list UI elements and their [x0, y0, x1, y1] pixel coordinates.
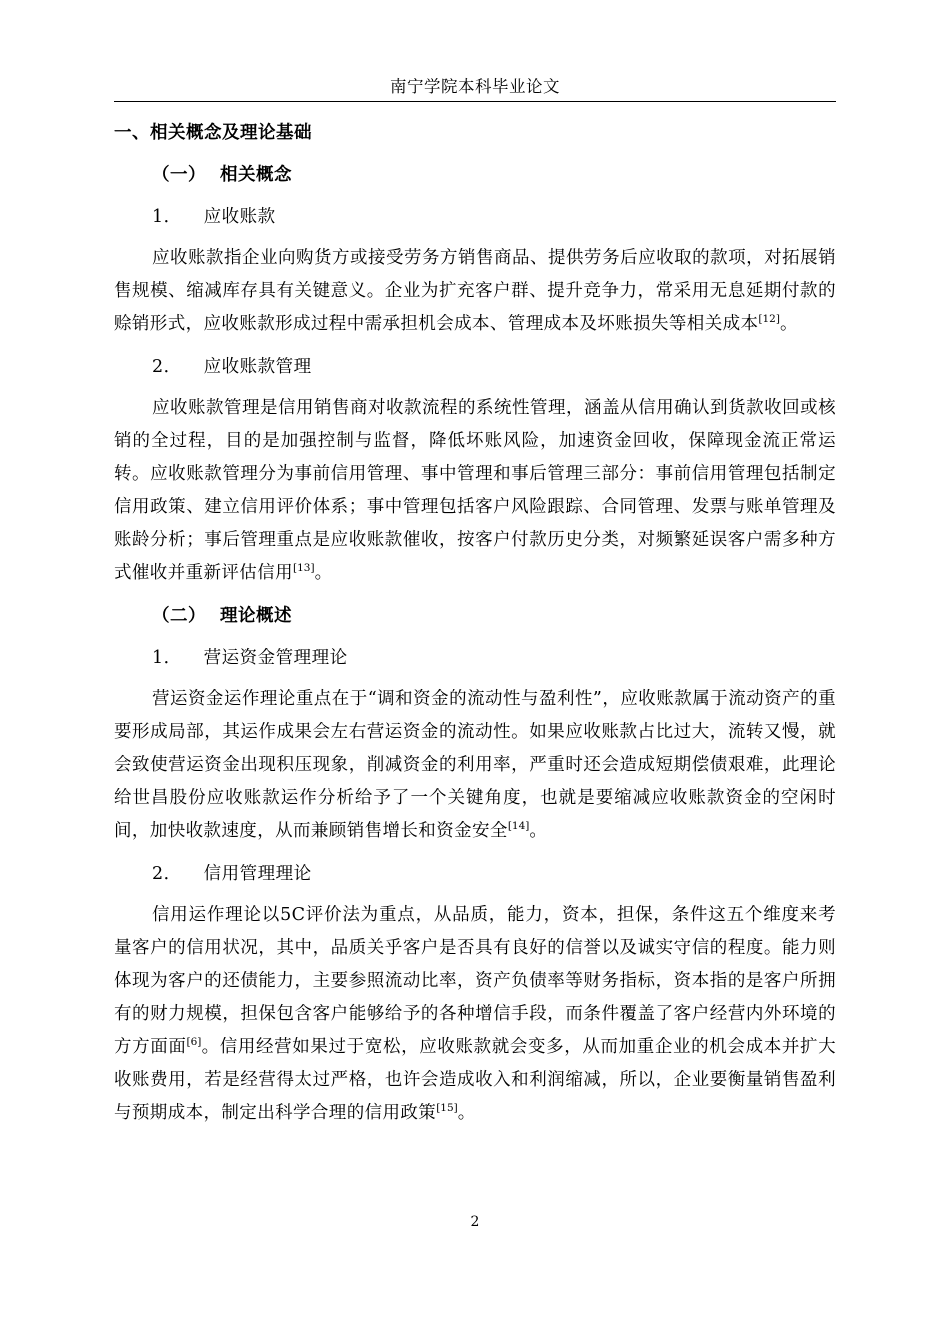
item-title: 应收账款	[203, 207, 276, 227]
citation: [12]	[758, 313, 780, 325]
item-number: 1．	[152, 648, 182, 668]
paragraph-end: 。	[529, 821, 548, 841]
citation: [15]	[436, 1102, 458, 1114]
paragraph-end: 。	[457, 1103, 476, 1123]
item-heading	[114, 346, 836, 388]
subsection-title: 理论概述	[220, 606, 292, 626]
section-heading: 一、相关概念及理论基础	[114, 123, 312, 143]
item-title: 信用管理理论	[203, 864, 312, 884]
page-number: 2	[470, 1214, 480, 1230]
paragraph-end: 。	[779, 314, 798, 334]
paragraph-text: 应收账款管理是信用销售商对收款流程的系统性管理，涵盖从信用确认到货款收回或核销的全过程，目的是加强控制与监督，降低坏账风险，加速资金回收，保障现金流正常运转。应收账款管理分为事前信用管理、事中管理和事后管理三部分：事前信用管理包括制定信用政策、建立信用评价体系；事中管理包括客户风险跟踪、合同管理、发票与账单管理及账龄分析；事后管理重点是应收账款催收，按客户付款历史分类，对频繁延误客户需多种方式催收并重新评估信用	[114, 398, 836, 583]
citation: [6]	[186, 1036, 202, 1048]
body-paragraph	[114, 388, 836, 595]
body-paragraph	[114, 679, 836, 853]
subsection-heading	[114, 595, 836, 637]
paragraph-text: 。信用经营如果过于宽松，应收账款就会变多，从而加重企业的机会成本并扩大收账费用，若是经营得太过严格，也许会造成收入和利润缩减，所以，企业要衡量销售盈利与预期成本，制定出科学合理的信用政策	[114, 1037, 836, 1123]
item-number: 2．	[152, 864, 182, 884]
body-paragraph	[114, 238, 836, 346]
item-number: 1．	[152, 207, 182, 227]
citation: [14]	[507, 820, 530, 832]
paragraph-text: 应收账款指企业向购货方或接受劳务方销售商品、提供劳务后应收取的款项，对拓展销售规模、缩减库存具有关键意义。企业为扩充客户群、提升竞争力，常采用无息延期付款的赊销形式，应收账款形成过程中需承担机会成本、管理成本及坏账损失等相关成本	[114, 248, 836, 334]
item-title: 应收账款管理	[203, 357, 312, 377]
subsection-number: （一）	[152, 165, 206, 185]
item-heading	[114, 853, 836, 895]
subsection-title: 相关概念	[220, 165, 292, 185]
item-title: 营运资金管理理论	[203, 648, 348, 668]
item-number: 2．	[152, 357, 182, 377]
body-paragraph	[114, 895, 836, 1135]
paragraph-text: 营运资金运作理论重点在于“调和资金的流动性与盈利性”，应收账款属于流动资产的重要形成局部，其运作成果会左右营运资金的流动性。如果应收账款占比过大，流转又慢，就会致使营运资金出现积压现象，削减资金的利用率，严重时还会造成短期偿债艰难，此理论给世昌股份应收账款运作分析给予了一个关键角度，也就是要缩减应收账款资金的空闲时间，加快收款速度，从而兼顾销售增长和资金安全	[114, 689, 836, 841]
document-body	[114, 112, 836, 1135]
subsection-number: （二）	[152, 606, 206, 626]
item-heading	[114, 196, 836, 238]
paragraph-end: 。	[314, 563, 333, 583]
subsection-heading	[114, 154, 836, 196]
running-header: 南宁学院本科毕业论文	[390, 77, 560, 96]
citation: [13]	[293, 562, 315, 574]
item-heading	[114, 637, 836, 679]
header-rule	[114, 101, 836, 102]
paragraph-text: 信用运作理论以5C评价法为重点，从品质，能力，资本，担保，条件这五个维度来考量客户的信用状况，其中，品质关乎客户是否具有良好的信誉以及诚实守信的程度。能力则体现为客户的还债能力，主要参照流动比率，资产负债率等财务指标，资本指的是客户所拥有的财力规模，担保包含客户能够给予的各种增信手段，而条件覆盖了客户经营内外环境的方方面面	[114, 905, 836, 1057]
